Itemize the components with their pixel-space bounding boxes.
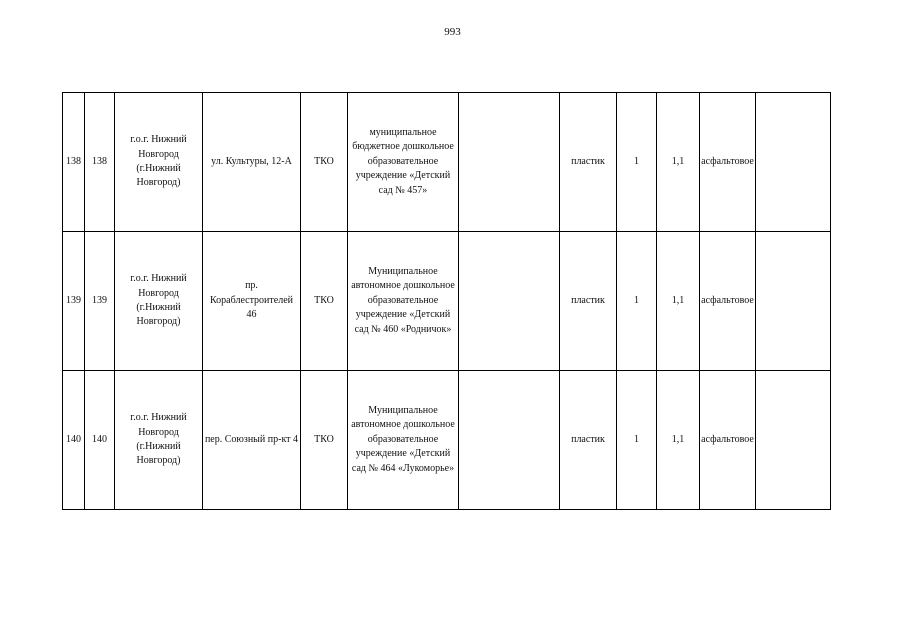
table-row xyxy=(63,93,831,232)
table-row xyxy=(63,371,831,510)
site-id-cell: 138 xyxy=(85,93,115,232)
owner-cell: Муниципальное автономное дошкольное образовательное учреждение «Детский сад № 460 «Родничок» xyxy=(348,232,459,371)
material-cell: пластик xyxy=(560,93,617,232)
site-id-cell: 139 xyxy=(85,232,115,371)
owner-cell: Муниципальное автономное дошкольное образовательное учреждение «Детский сад № 464 «Лукоморье» xyxy=(348,371,459,510)
note-cell xyxy=(756,371,831,510)
address-cell: ул. Культуры, 12-А xyxy=(203,93,301,232)
note-cell xyxy=(756,232,831,371)
waste-sites-table xyxy=(62,92,831,510)
container-count-cell: 1 xyxy=(617,93,657,232)
address-cell: пер. Союзный пр-кт 4 xyxy=(203,371,301,510)
material-cell: пластик xyxy=(560,371,617,510)
waste-type-cell: ТКО xyxy=(301,93,348,232)
municipality-cell: г.о.г. Нижний Новгород (г.Нижний Новгород) xyxy=(115,371,203,510)
surface-cell: асфальтовое xyxy=(700,93,756,232)
municipality-cell: г.о.г. Нижний Новгород (г.Нижний Новгород) xyxy=(115,232,203,371)
row-number-cell: 139 xyxy=(63,232,85,371)
page-number: 993 xyxy=(444,26,461,38)
container-volume-cell: 1,1 xyxy=(657,371,700,510)
container-count-cell: 1 xyxy=(617,232,657,371)
note-cell xyxy=(756,93,831,232)
owner-cell: муниципальное бюджетное дошкольное образовательное учреждение «Детский сад № 457» xyxy=(348,93,459,232)
waste-type-cell: ТКО xyxy=(301,232,348,371)
row-number-cell: 140 xyxy=(63,371,85,510)
municipality-cell: г.о.г. Нижний Новгород (г.Нижний Новгород) xyxy=(115,93,203,232)
container-volume-cell: 1,1 xyxy=(657,232,700,371)
empty-cell xyxy=(459,232,560,371)
container-count-cell: 1 xyxy=(617,371,657,510)
surface-cell: асфальтовое xyxy=(700,371,756,510)
waste-type-cell: ТКО xyxy=(301,371,348,510)
row-number-cell: 138 xyxy=(63,93,85,232)
address-cell: пр. Кораблестроителей 46 xyxy=(203,232,301,371)
container-volume-cell: 1,1 xyxy=(657,93,700,232)
table-row xyxy=(63,232,831,371)
empty-cell xyxy=(459,371,560,510)
empty-cell xyxy=(459,93,560,232)
site-id-cell: 140 xyxy=(85,371,115,510)
material-cell: пластик xyxy=(560,232,617,371)
surface-cell: асфальтовое xyxy=(700,232,756,371)
